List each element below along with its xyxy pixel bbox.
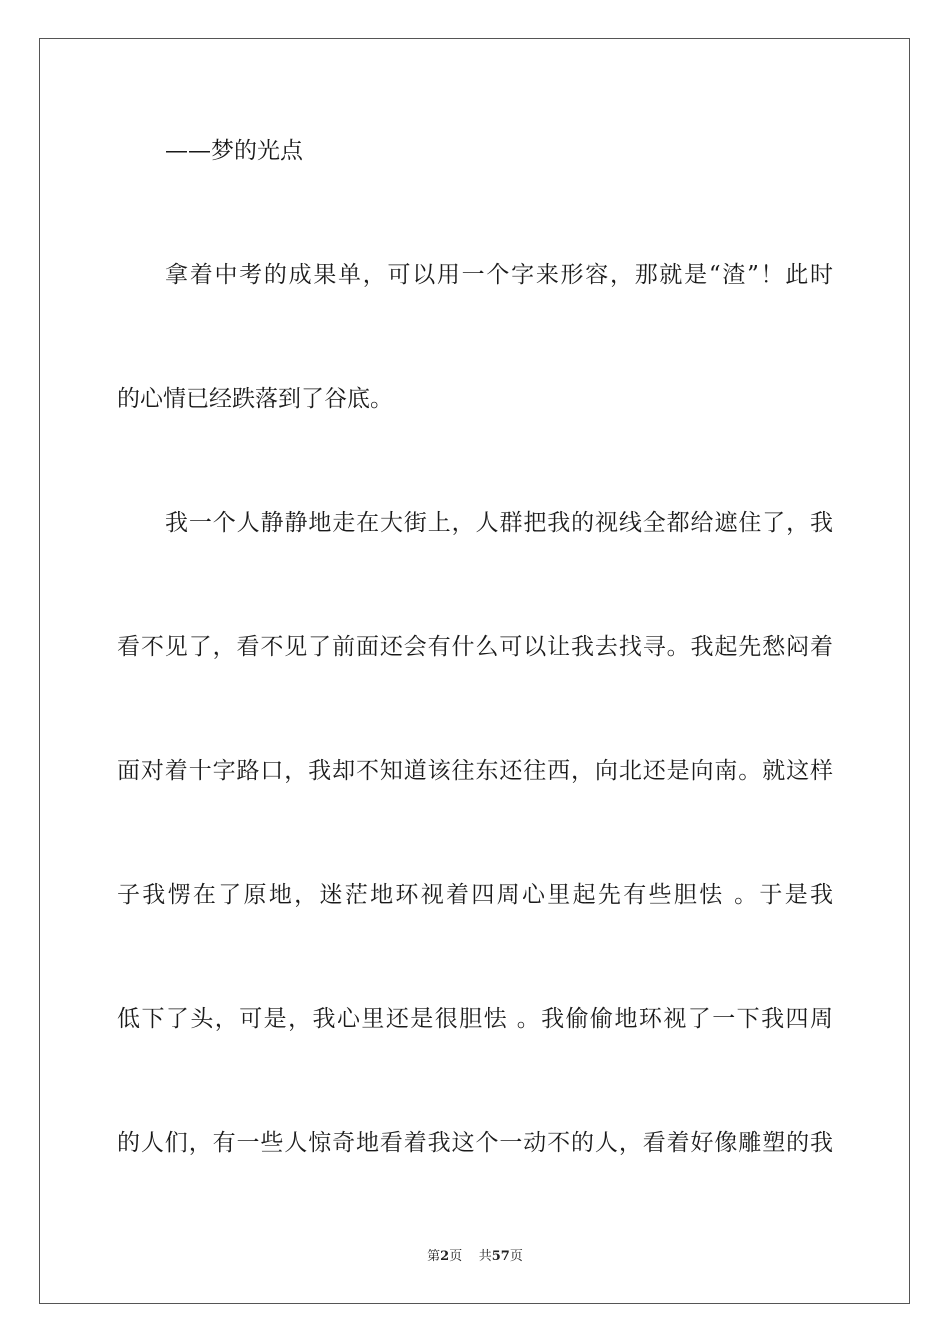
paragraph-line: 面对着十字路口，我却不知道该往东还往西，向北还是向南。就这样 (117, 758, 833, 784)
page-prefix: 第 (427, 1249, 441, 1264)
paragraph-line: 看不见了，看不见了前面还会有什么可以让我去找寻。我起先愁闷着 (117, 634, 833, 660)
page-number: 2 (440, 1249, 450, 1264)
subtitle-line: ——梦的光点 (165, 138, 303, 164)
paragraph-line: 拿着中考的成果单，可以用一个字来形容，那就是“渣”！此时 (165, 262, 833, 288)
page-suffix: 页 (449, 1249, 463, 1264)
paragraph-line: 的心情已经跌落到了谷底。 (117, 386, 393, 412)
page-footer (0, 1248, 950, 1266)
paragraph-line: 子我愣在了原地，迷茫地环视着四周心里起先有些胆怯 。于是我 (117, 882, 833, 908)
paragraph-line: 我一个人静静地走在大街上，人群把我的视线全都给遮住了，我 (165, 510, 833, 536)
total-pages: 57 (491, 1249, 510, 1264)
paragraph-line: 的人们，有一些人惊奇地看着我这个一动不的人，看着好像雕塑的我 (117, 1130, 833, 1156)
page-border (39, 38, 910, 1304)
paragraph-line: 低下了头，可是，我心里还是很胆怯 。我偷偷地环视了一下我四周 (117, 1006, 833, 1032)
total-prefix: 共 (478, 1249, 492, 1264)
total-suffix: 页 (509, 1249, 523, 1264)
